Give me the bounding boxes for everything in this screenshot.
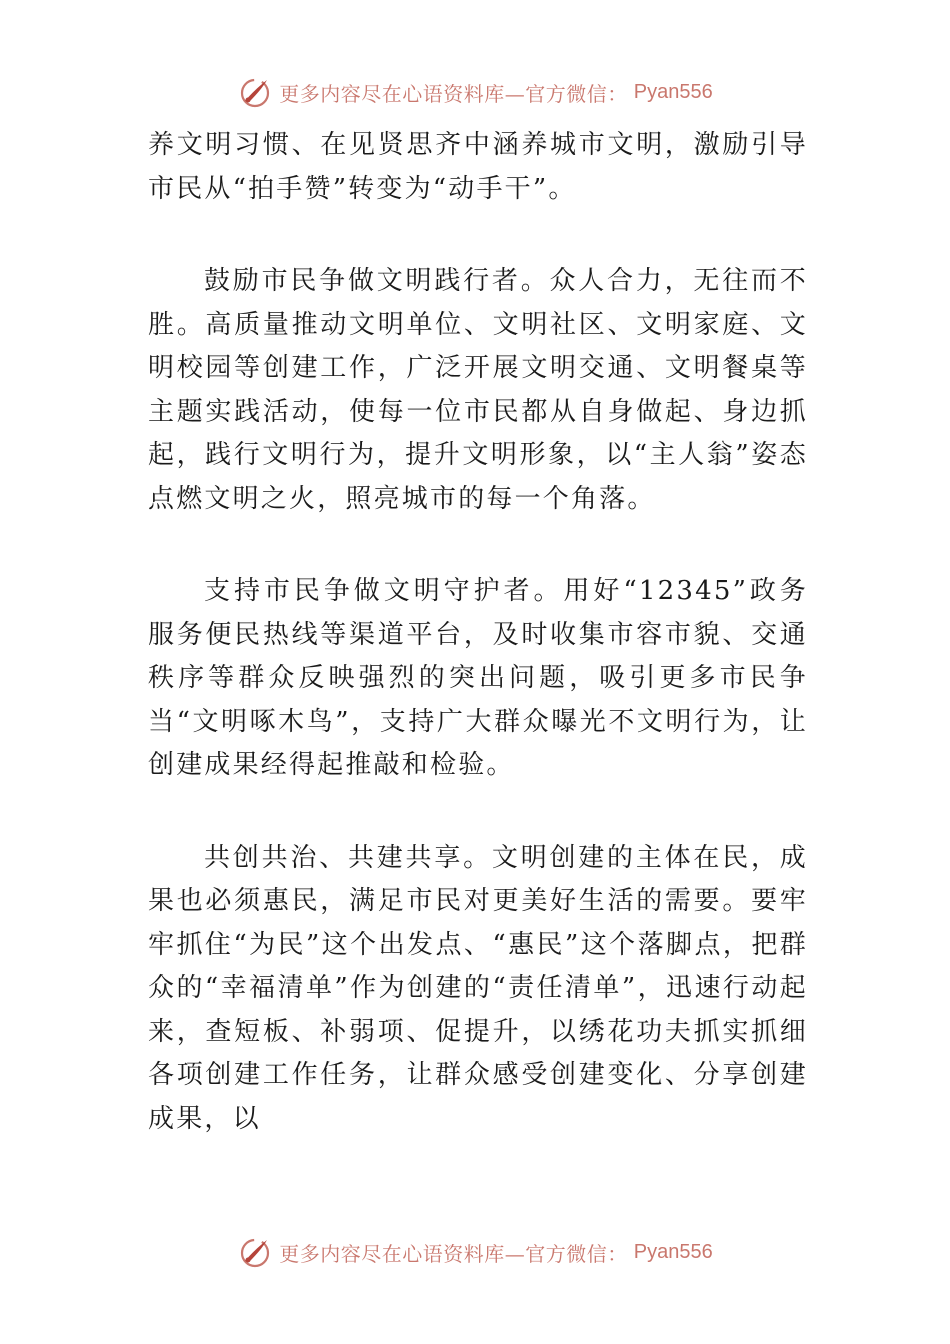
header-watermark	[0, 72, 950, 112]
ink-brush-logo-icon	[237, 74, 273, 110]
footer-watermark	[0, 1232, 950, 1272]
ink-brush-logo-icon	[237, 1234, 273, 1270]
paragraph-guardian: 支持市民争做文明守护者。用好“12345”政务服务便民热线等渠道平台，及时收集市容市貌、交通秩序等群众反映强烈的突出问题，吸引更多市民争当“文明啄木鸟”，支持广大群众曝光不文明行为，让创建成果经得起推敲和检验。	[148, 576, 808, 780]
document-body	[148, 124, 808, 1190]
paragraph-co-creation: 共创共治、共建共享。文明创建的主体在民，成果也必须惠民，满足市民对更美好生活的需要。要牢牢抓住“为民”这个出发点、“惠民”这个落脚点，把群众的“幸福清单”作为创建的“责任清单”，迅速行动起来，查短板、补弱项、促提升，以绣花功夫抓实抓细各项创建工作任务，让群众感受创建变化、分享创建成果，以	[148, 842, 808, 1134]
watermark-wechat-id: Pyan556	[633, 1240, 713, 1263]
paragraph-practitioner: 鼓励市民争做文明践行者。众人合力，无往而不胜。高质量推动文明单位、文明社区、文明家庭、文明校园等创建工作，广泛开展文明交通、文明餐桌等主题实践活动，使每一位市民都从自身做起、身边抓起，践行文明行为，提升文明形象，以“主人翁”姿态点燃文明之火，照亮城市的每一个角落。	[148, 266, 808, 514]
watermark-text: 更多内容尽在心语资料库—官方微信：	[279, 81, 628, 106]
watermark-wechat-id: Pyan556	[633, 80, 713, 103]
paragraph-continuation: 养文明习惯、在见贤思齐中涵养城市文明，激励引导市民从“拍手赞”转变为“动手干”。	[148, 130, 808, 204]
watermark-text: 更多内容尽在心语资料库—官方微信：	[279, 1241, 628, 1266]
